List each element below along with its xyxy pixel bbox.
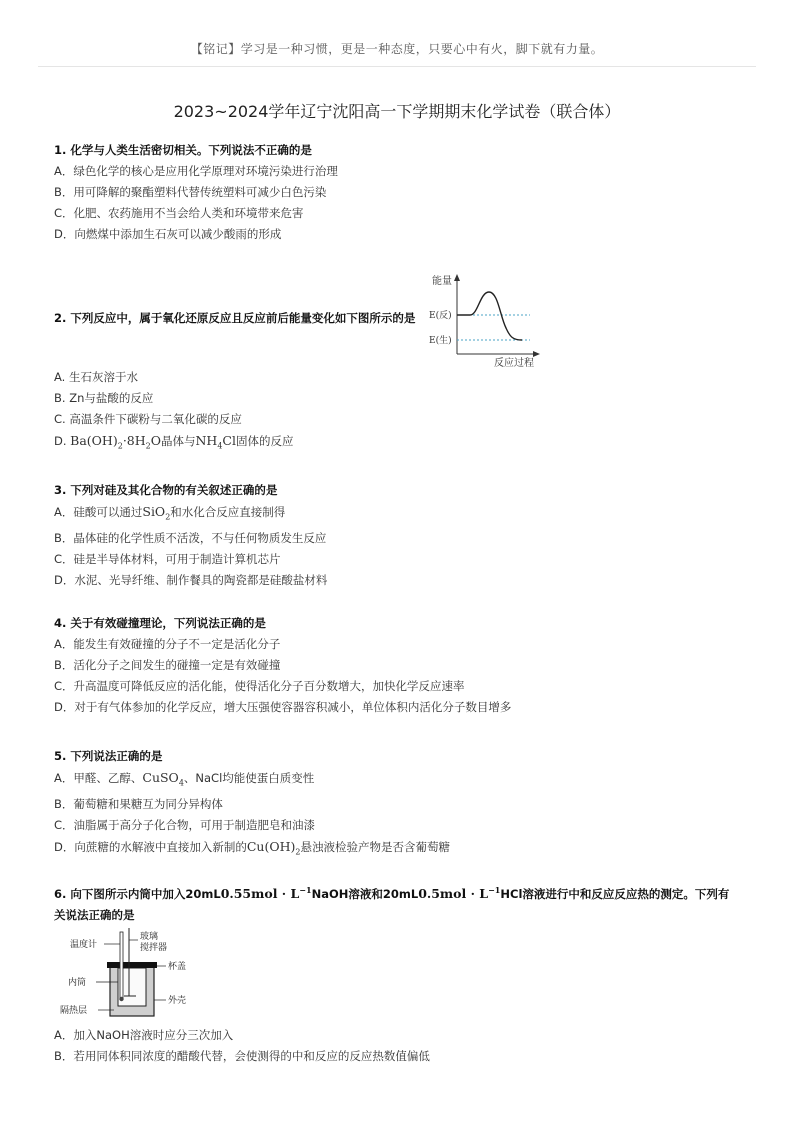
question-1 <box>54 140 338 245</box>
option-d: D．对于有气体参加的化学反应，增大压强使容器容积减小，单位体积内活化分子数目增多 <box>54 700 512 714</box>
option-a: A．绿色化学的核心是应用化学原理对环境污染进行治理 <box>54 164 338 178</box>
question-6-options <box>54 1025 430 1067</box>
question-5 <box>54 746 450 862</box>
option-a: A．硅酸可以通过SiO$_2$和水化合反应直接制得 <box>54 504 286 522</box>
label-lid: 杯盖 <box>168 962 187 972</box>
thermometer-bulb <box>119 997 123 1001</box>
option-c: C．升高温度可降低反应的活化能，使得活化分子百分数增大，加快化学反应速率 <box>54 679 465 693</box>
reactant-label: E(反) <box>429 311 452 321</box>
question-stem: 1. 化学与人类生活密切相关。下列说法不正确的是 <box>54 143 312 157</box>
option-b: B．葡萄糖和果糖互为同分异构体 <box>54 796 223 811</box>
option-b: B. Zn与盐酸的反应 <box>54 391 154 405</box>
header-motto: 【铭记】学习是一种习惯，更是一种态度，只要心中有火，脚下就有力量。 <box>190 42 604 56</box>
formula-silicon-dioxide: SiO$_2$ <box>142 504 171 522</box>
question-stem: 3. 下列对硅及其化合物的有关叙述正确的是 <box>54 483 278 497</box>
calorimeter-diagram <box>58 926 208 1020</box>
option-b: B．活化分子之间发生的碰撞一定是有效碰撞 <box>54 658 281 672</box>
question-2-options <box>54 367 293 457</box>
label-stirrer-1: 玻璃 <box>140 932 159 942</box>
thermometer <box>120 932 123 998</box>
header-divider <box>38 66 756 67</box>
label-insulation: 隔热层 <box>60 1006 88 1016</box>
naoh-concentration: $0.55mol \cdot L^{-1}$ <box>220 885 312 902</box>
cup-lid <box>107 962 157 968</box>
option-d-mid: 晶体与 <box>160 434 196 448</box>
question-stem: 4. 关于有效碰撞理论，下列说法正确的是 <box>54 616 266 630</box>
option-a: A．加入NaOH溶液时应分三次加入 <box>54 1028 234 1042</box>
option-b: B．晶体硅的化学性质不活泼，不与任何物质发生反应 <box>54 530 327 545</box>
formula-ammonium-chloride: $NH_4Cl$ <box>195 433 236 451</box>
formula-copper-sulfate: CuSO$_4$ <box>142 770 184 788</box>
question-stem-line-2: 关说法正确的是 <box>54 908 135 923</box>
question-3 <box>54 480 327 591</box>
option-d: D．向燃煤中添加生石灰可以减少酸雨的形成 <box>54 227 282 241</box>
product-label: E(生) <box>429 336 452 346</box>
question-4 <box>54 613 511 718</box>
option-b: B．若用同体积同浓度的醋酸代替，会使测得的中和反应的反应热数值偏低 <box>54 1049 430 1063</box>
option-d <box>54 430 293 457</box>
option-c: C．化肥、农药施用不当会给人类和环境带来危害 <box>54 206 304 220</box>
energy-axis-label: 能量 <box>432 276 452 287</box>
label-stirrer-2: 搅拌器 <box>140 943 168 953</box>
option-d: D．向蔗糖的水解液中直接加入新制的$Cu(OH)_2$悬浊液检验产物是否含葡萄糖 <box>54 838 450 856</box>
y-axis-arrow <box>454 274 460 281</box>
option-a: A．能发生有效碰撞的分子不一定是活化分子 <box>54 637 281 651</box>
option-d-suffix: 固体的反应 <box>235 434 294 448</box>
formula-barium-hydroxide: $Ba(OH)_2\cdot 8H_2O$ <box>70 433 161 451</box>
formula-copper-hydroxide: $Cu(OH)_2$ <box>246 838 301 856</box>
page-title: 2023~2024学年辽宁沈阳高一下学期期末化学试卷（联合体） <box>173 102 621 121</box>
hcl-concentration: $0.5mol \cdot L^{-1}$ <box>418 885 501 902</box>
option-a: A．甲醛、乙醇、CuSO$_4$、NaCl均能使蛋白质变性 <box>54 770 315 788</box>
question-stem: 2. 下列反应中，属于氧化还原反应且反应前后能量变化如下图所示的是 <box>54 311 416 325</box>
question-2-stem <box>54 308 415 329</box>
energy-curve <box>457 292 522 340</box>
question-stem: 6. 向下图所示内筒中加入$20mL0.55mol \cdot L^{-1}NaOH$溶液和$20mL0.5mol \cdot L^{-1}HCl$溶液进行中和反应反应热的测定。下列有 <box>54 885 730 902</box>
process-axis-label: 反应过程 <box>494 358 534 369</box>
option-c: C．硅是半导体材料，可用于制造计算机芯片 <box>54 551 281 566</box>
option-a: A. 生石灰溶于水 <box>54 370 138 384</box>
option-b: B．用可降解的聚酯塑料代替传统塑料可减少白色污染 <box>54 185 327 199</box>
option-c: C. 高温条件下碳粉与二氧化碳的反应 <box>54 412 242 426</box>
x-axis-arrow <box>533 351 540 357</box>
question-stem: 5. 下列说法正确的是 <box>54 749 163 763</box>
question-6-stem <box>54 880 744 926</box>
option-c: C．油脂属于高分子化合物，可用于制造肥皂和油漆 <box>54 817 316 832</box>
energy-diagram <box>426 268 546 370</box>
label-shell: 外壳 <box>168 996 187 1006</box>
option-d-prefix: D. <box>54 434 67 448</box>
label-inner-cup: 内筒 <box>68 978 87 988</box>
label-thermometer: 温度计 <box>70 940 98 950</box>
option-d: D．水泥、光导纤维、制作餐具的陶瓷都是硅酸盐材料 <box>54 572 328 587</box>
